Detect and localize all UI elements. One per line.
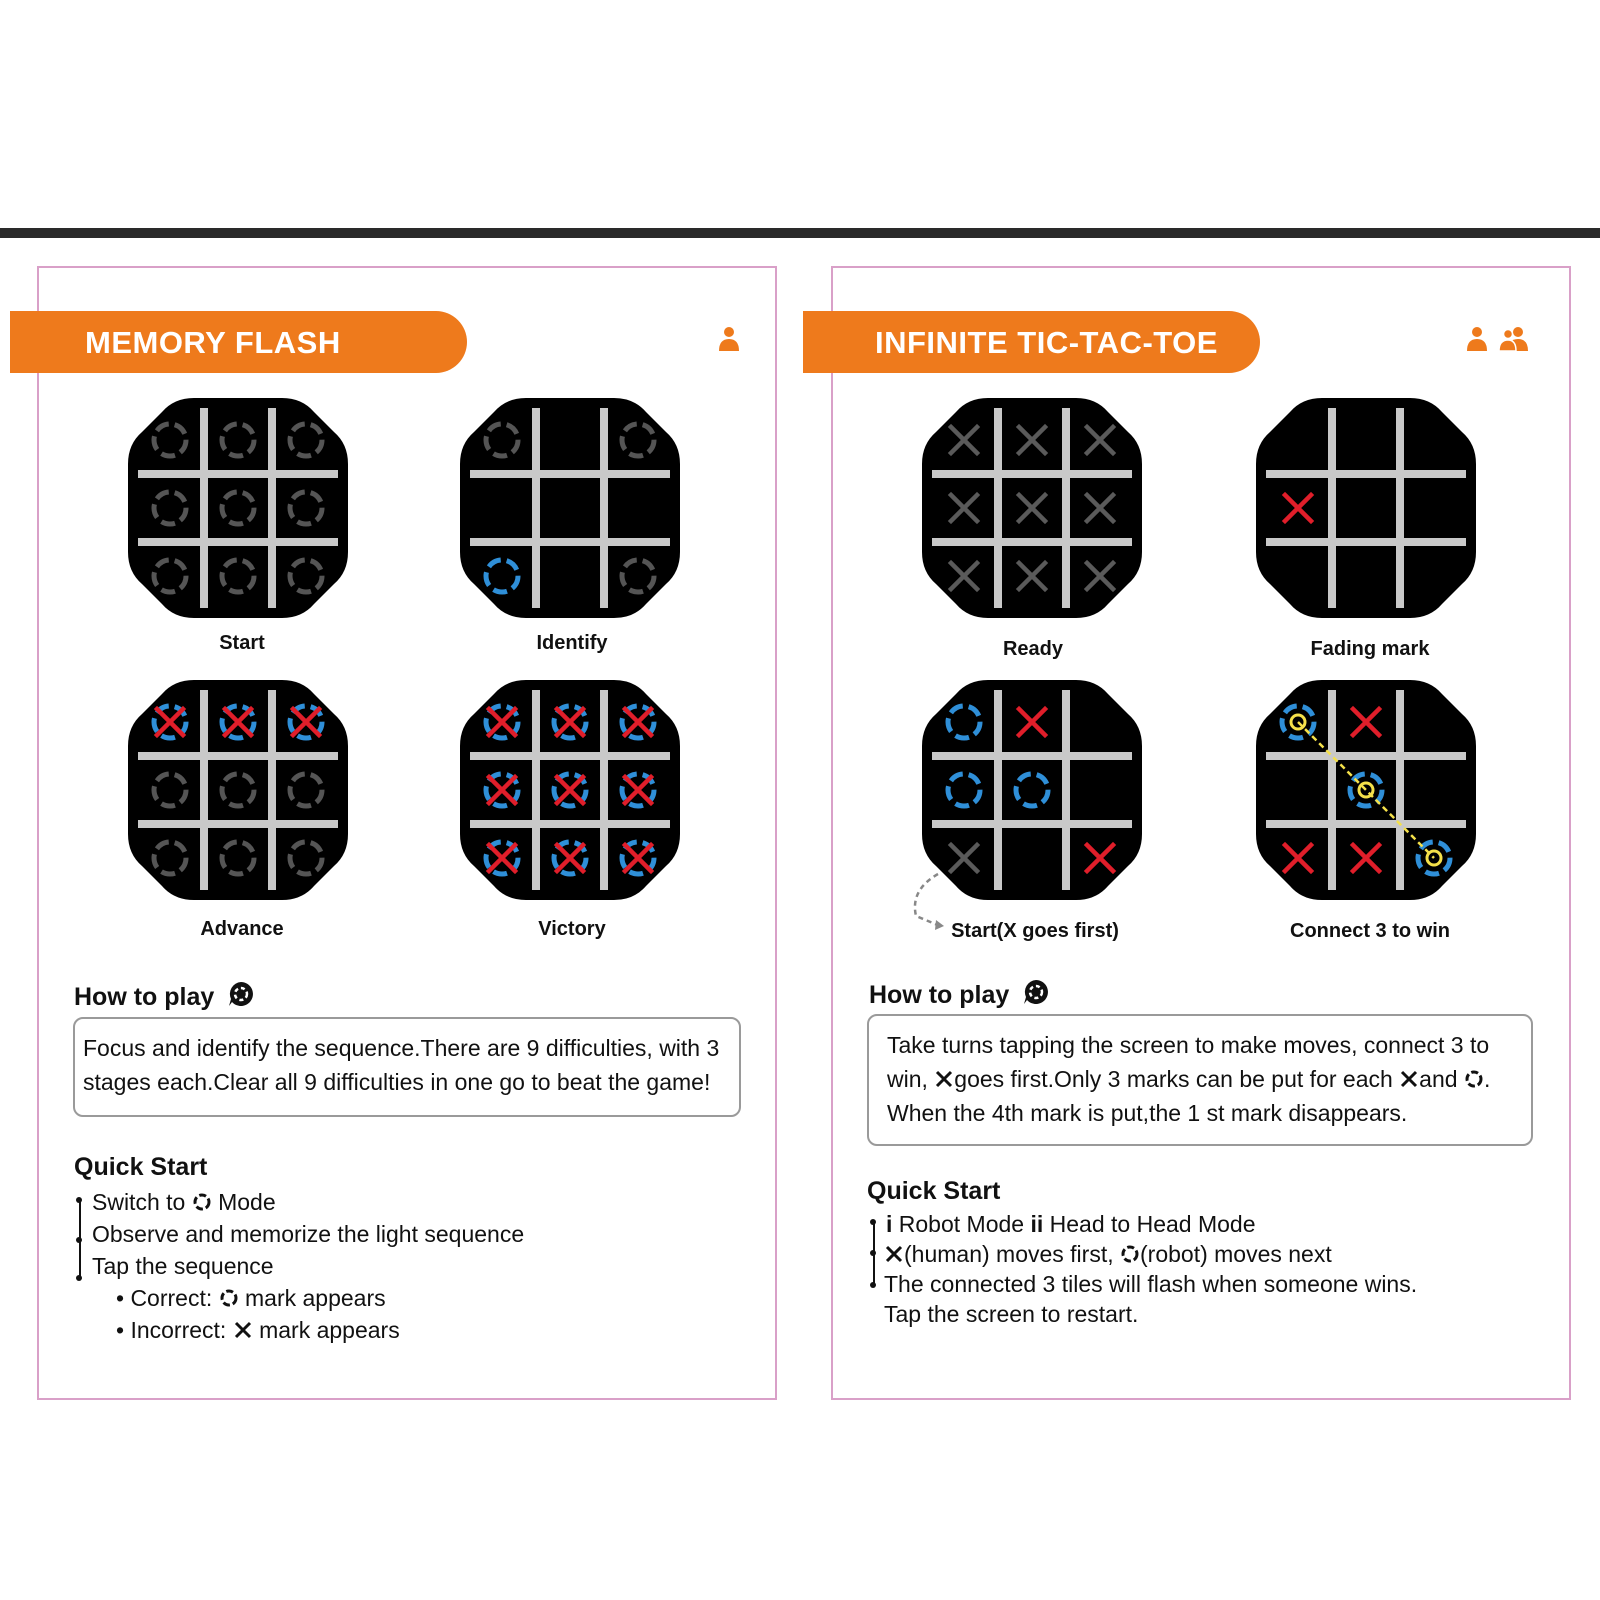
grid-line [1266, 752, 1466, 760]
grid-line [932, 820, 1132, 828]
circle-mark-icon [1120, 1244, 1140, 1264]
board-graphic [1252, 394, 1480, 622]
memory-qs-correct-pre: • Correct: [116, 1285, 213, 1311]
memory-qs-correct-post: mark appears [245, 1285, 386, 1311]
memory-qs-incorrect [116, 1317, 400, 1344]
head-to-head-glyph: ii [1030, 1211, 1044, 1237]
caption-start-x-first: Start(X goes first) [951, 920, 1119, 942]
memory-flash-player-icons [712, 326, 740, 352]
ttt-how-to-play-heading [869, 978, 1050, 1010]
grid-line [1266, 820, 1466, 828]
ttt-how-line2-a: win, [887, 1066, 928, 1092]
ttt-quick-start-title: Quick Start [867, 1177, 1001, 1205]
memory-board-victory [456, 676, 684, 904]
ttt-how-line2-c: and [1419, 1066, 1458, 1092]
caption-victory: Victory [538, 918, 606, 940]
head-to-head-label: Head to Head Mode [1049, 1211, 1256, 1237]
grid-line [600, 408, 608, 608]
grid-line [994, 690, 1002, 890]
tic-tac-toe-title: INFINITE TIC-TAC-TOE [875, 325, 1218, 360]
memory-qs-step-3: Tap the sequence [92, 1253, 274, 1279]
board-graphic [918, 676, 1146, 904]
cross-mark-icon [233, 1320, 253, 1340]
help-bubble-icon [1022, 978, 1050, 1006]
rail-dot [870, 1250, 876, 1256]
ttt-how-to-play-box [867, 1014, 1533, 1146]
robot-mode-label: Robot Mode [898, 1211, 1025, 1237]
grid-line [138, 820, 338, 828]
board-graphic [456, 394, 684, 622]
memory-qs-step-1-post: Mode [218, 1189, 276, 1215]
memory-qs-incorrect-post: mark appears [259, 1317, 400, 1343]
tic-tac-toe-player-icons [1460, 326, 1530, 352]
ttt-how-to-play-line-2 [887, 1062, 1513, 1096]
grid-line [470, 752, 670, 760]
board-graphic [456, 676, 684, 904]
rail-dot [76, 1275, 82, 1281]
circle-mark-icon [192, 1192, 212, 1212]
grid-line [532, 408, 540, 608]
grid-line [600, 690, 608, 890]
ttt-qs-flash: The connected 3 tiles will flash when someone wins. [884, 1271, 1418, 1297]
grid-line [470, 470, 670, 478]
board-graphic [124, 394, 352, 622]
memory-qs-correct [116, 1285, 386, 1312]
grid-line [138, 470, 338, 478]
grid-line [932, 752, 1132, 760]
memory-quick-start-title: Quick Start [74, 1153, 208, 1181]
grid-line [268, 408, 276, 608]
caption-identify: Identify [536, 632, 608, 654]
grid-line [200, 690, 208, 890]
grid-line [1062, 408, 1070, 608]
grid-line [1266, 538, 1466, 546]
rail-dot [870, 1282, 876, 1288]
board-graphic [1252, 676, 1480, 904]
single-player-icon [718, 326, 740, 352]
grid-line [1328, 408, 1336, 608]
help-bubble-icon [227, 980, 255, 1008]
ttt-how-line2-b: goes first.Only 3 marks can be put for each [954, 1066, 1393, 1092]
memory-how-to-play-line-2: stages each.Clear all 9 difficulties in one go to beat the game! [83, 1069, 711, 1095]
grid-line [1396, 690, 1404, 890]
memory-qs-incorrect-pre: • Incorrect: [116, 1317, 227, 1343]
ttt-qs-line2-b: (robot) moves next [1140, 1241, 1332, 1267]
caption-advance: Advance [200, 918, 284, 940]
ttt-board-connect-3 [1252, 676, 1480, 904]
grid-line [532, 690, 540, 890]
ttt-how-to-play-line-1: Take turns tapping the screen to make moves, connect 3 to [887, 1032, 1490, 1058]
robot-mode-glyph: i [886, 1211, 893, 1237]
memory-qs-step-1 [92, 1189, 276, 1216]
grid-line [200, 408, 208, 608]
ttt-how-to-play-title: How to play [869, 981, 1010, 1009]
memory-how-to-play-box [73, 1017, 741, 1117]
ttt-qs-restart: Tap the screen to restart. [884, 1301, 1139, 1327]
memory-how-to-play-title: How to play [74, 983, 215, 1011]
board-body [460, 398, 680, 618]
grid-line [994, 408, 1002, 608]
memory-board-identify [456, 394, 684, 622]
cross-mark-icon [934, 1069, 954, 1089]
rail-dot [76, 1197, 82, 1203]
caption-start: Start [219, 632, 265, 654]
board-graphic [124, 676, 352, 904]
grid-line [1328, 690, 1336, 890]
cross-mark-icon [884, 1244, 904, 1264]
grid-line [138, 752, 338, 760]
rail-dot [870, 1219, 876, 1225]
grid-line [470, 538, 670, 546]
tic-tac-toe-banner [803, 311, 1260, 373]
memory-board-advance [124, 676, 352, 904]
ttt-qs-line2-a: (human) moves first, [904, 1241, 1114, 1267]
caption-fading-mark: Fading mark [1310, 638, 1430, 660]
ttt-qs-modes [886, 1211, 1256, 1238]
circle-mark-icon [1464, 1069, 1484, 1089]
top-divider-bar [0, 228, 1600, 238]
grid-line [1266, 470, 1466, 478]
grid-line [932, 470, 1132, 478]
rail-dot [76, 1237, 82, 1243]
ttt-board-ready [918, 394, 1146, 622]
grid-line [1396, 408, 1404, 608]
memory-flash-banner [10, 311, 467, 373]
ttt-board-fading-mark [1252, 394, 1480, 622]
memory-flash-title: MEMORY FLASH [85, 325, 341, 360]
cross-mark-icon [1399, 1069, 1419, 1089]
memory-board-start [124, 394, 352, 622]
circle-mark-icon [219, 1288, 239, 1308]
caption-ready: Ready [1002, 638, 1064, 660]
board-graphic [918, 394, 1146, 622]
board-body [128, 398, 348, 618]
single-player-icon [1466, 326, 1488, 352]
grid-line [932, 538, 1132, 546]
ttt-how-to-play-line-3: When the 4th mark is put,the 1 st mark disappears. [887, 1100, 1408, 1126]
board-body [1256, 398, 1476, 618]
grid-line [138, 538, 338, 546]
grid-line [1062, 690, 1070, 890]
ttt-board-start [918, 676, 1146, 904]
memory-qs-step-1-pre: Switch to [92, 1189, 186, 1215]
memory-qs-step-2: Observe and memorize the light sequence [92, 1221, 525, 1247]
memory-how-to-play-heading [74, 980, 255, 1012]
caption-connect-3: Connect 3 to win [1290, 920, 1450, 942]
grid-line [470, 820, 670, 828]
ttt-qs-turn-order [884, 1241, 1332, 1268]
ttt-how-line2-d: . [1483, 1066, 1491, 1092]
grid-line [268, 690, 276, 890]
memory-how-to-play-line-1: Focus and identify the sequence.There are 9 difficulties, with 3 [83, 1035, 720, 1061]
two-player-icon [1498, 326, 1530, 352]
